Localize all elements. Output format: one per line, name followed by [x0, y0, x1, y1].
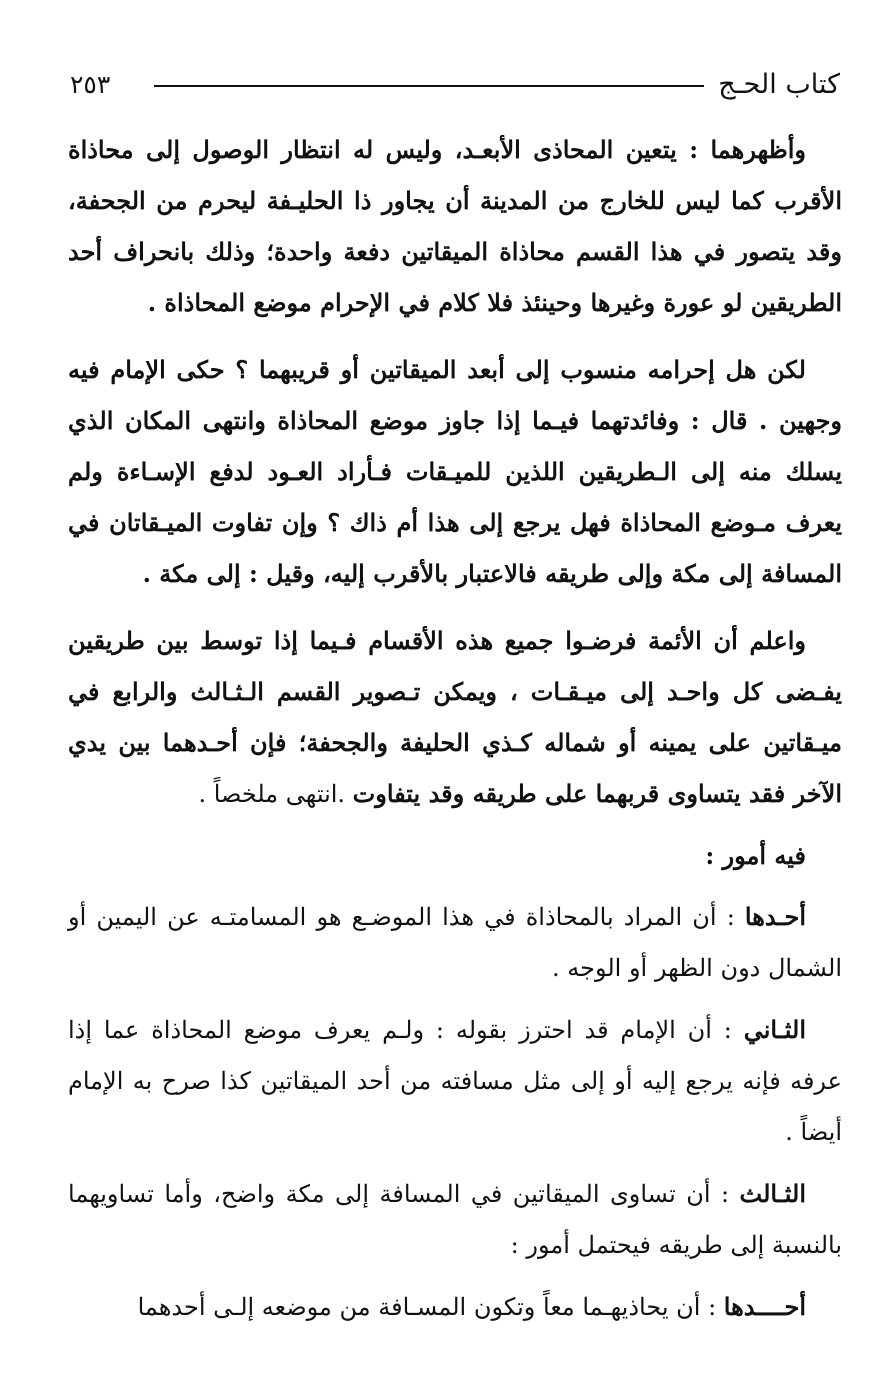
paragraph [68, 344, 842, 599]
paragraph [68, 830, 842, 881]
paragraph [68, 891, 842, 994]
paragraph-term: الثـاني [743, 1015, 806, 1044]
paragraph-text: واعلم أن الأئمة فرضـوا جميع هذه الأقسام فـيما إذا توسط بين طريقين يفـضى كل واحـد إلى ميـقـات ، ويمكن تـصوير القسم الـثـالث والرابع في ميـقاتين على يمينه أو شماله كـذي الحليفة والجحفة؛ فإن أحـدهما بين يدي الآخر فقد يتساوى قربهما على طريقه وقد يتفاوت [68, 626, 842, 808]
paragraph [68, 1004, 842, 1158]
paragraph-tail: .انتهى ملخصاً . [198, 780, 353, 808]
paragraph-text: : أن تساوى الميقاتين في المسافة إلى مكة واضح، وأما تساويهما بالنسبة إلى طريقه فيحتمل أمور : [68, 1180, 842, 1259]
paragraph-text: لكن هل إحرامه منسوب إلى أبعد الميقاتين أو قريبهما ؟ حكى الإمام فيه وجهين . قال : وفائدتهما فيـما إذا جاوز موضع المحاذاة وانتهى المكان الذي يسلك منه إلى الـطريقين اللذين للميـقات فـأراد العـود لدفع الإسـاءة ولم يعرف مـوضع المحاذاة فهل يرجع إلى هذا أم ذاك ؟ وإن تفاوت الميـقاتان في المسافة إلى مكة وإلى طريقه فالاعتبار بالأقرب إليه، وقيل : إلى مكة . [68, 355, 842, 588]
paragraph-term: أحـدها [744, 902, 806, 931]
paragraph-text: فيه أمور : [705, 841, 806, 870]
paragraph-term: أحــــدها [723, 1292, 806, 1321]
paragraph [68, 1281, 842, 1333]
page-number: ٢٥٣ [70, 69, 111, 99]
paragraph-text: : أن الإمام قد احترز بقوله : ولـم يعرف موضع المحاذاة عما إذا عرفه فإنه يرجع إليه أو إلى مثل مسافته من أحد الميقاتين كذا صرح به الإمام أيضاً . [68, 1016, 842, 1146]
page-body [68, 124, 842, 1333]
paragraph [68, 124, 842, 328]
paragraph-text: وأظهرهما : يتعين المحاذى الأبعـد، وليس له انتظار الوصول إلى محاذاة الأقرب كما ليس للخارج من المدينة أن يجاور ذا الحليـفة ليحرم من الجحفة، وقد يتصور في هذا القسم محاذاة الميقاتين دفعة واحدة؛ وذلك بانحراف أحد الطريقين لو عورة وغيرها وحينئذ فلا كلام في الإحرام موضع المحاذاة . [68, 135, 842, 317]
running-title: كتاب الحـج [718, 68, 840, 100]
paragraph-text: : أن يحاذيهـما معاً وتكون المسـافة من موضعه إلـى أحدهما [137, 1293, 724, 1321]
paragraph [68, 1168, 842, 1271]
page-header [70, 64, 840, 104]
header-rule [154, 85, 704, 87]
paragraph-term: الثـالث [739, 1179, 806, 1208]
paragraph [68, 615, 842, 820]
paragraph-text: : أن المراد بالمحاذاة في هذا الموضـع هو المسامتـه عن اليمين أو الشمال دون الظهر أو الوجه . [68, 903, 842, 982]
